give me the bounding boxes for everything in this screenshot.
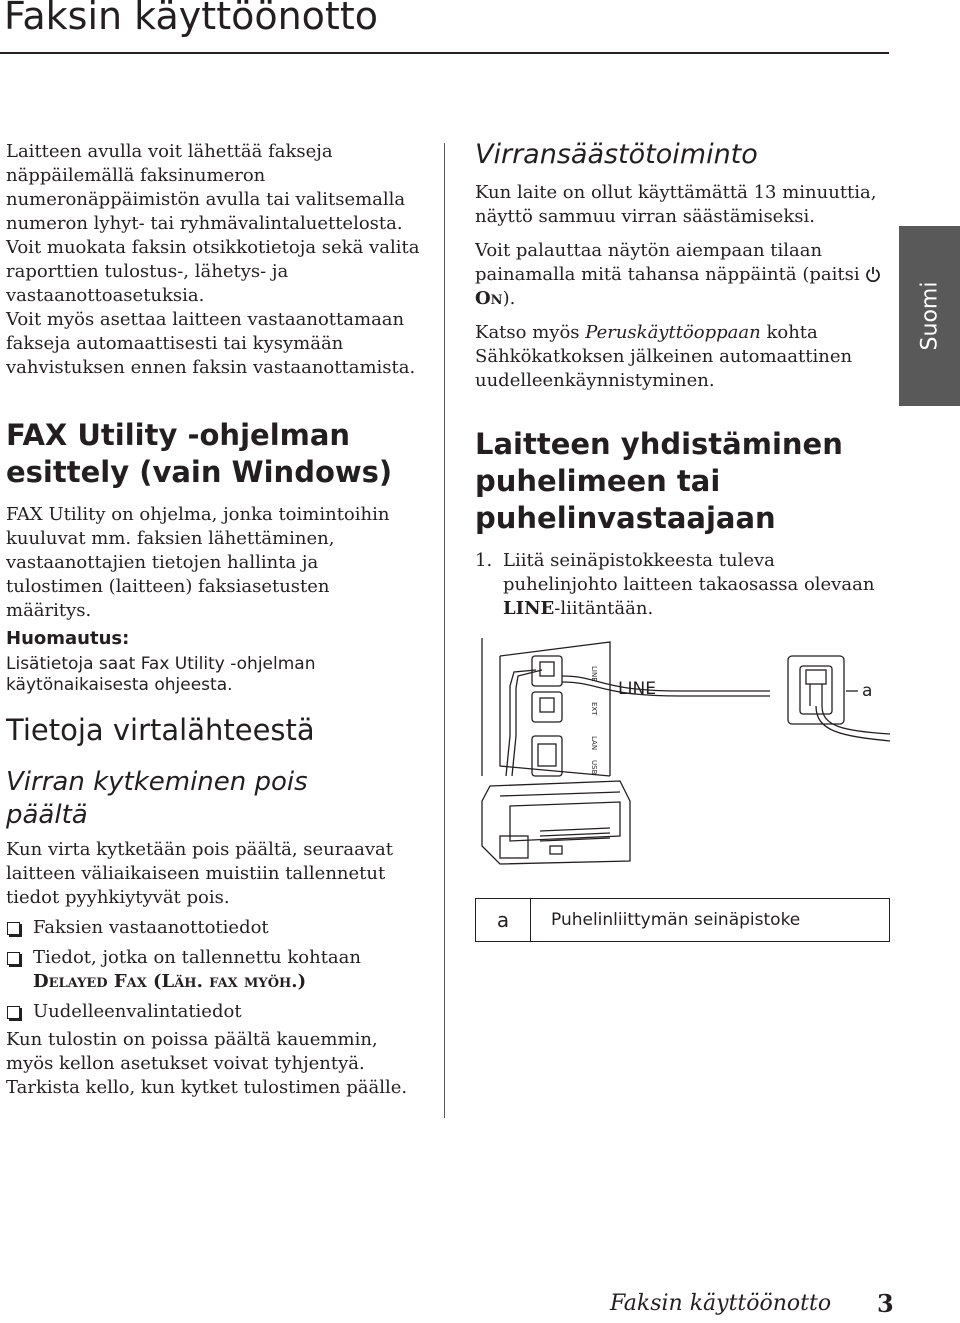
step-text-tail: -liitäntään. <box>554 598 654 619</box>
checkbox-bullet-icon <box>7 922 20 935</box>
list-item <box>6 1000 421 1024</box>
list-item-label: Faksien vastaanottotiedot <box>33 917 269 938</box>
power-section <box>6 712 426 748</box>
intro-paragraph-1: Laitteen avulla voit lähettää fakseja näppäilemällä faksinumeron numeronäppäimistön avulla tai valitsemalla numeron lyhyt- tai ryhmävalintaluettelosta. Voit muokata faksin otsikkotietoja sekä valita raporttien tulostus-, lähetys- ja vastaanottoasetuksia. <box>6 141 420 306</box>
power-save-section <box>475 138 895 171</box>
language-tab-label: Suomi <box>917 281 942 351</box>
list-item-label: Uudelleenvalintatiedot <box>33 1001 242 1022</box>
power-off-heading: Virran kytkeminen pois päältä <box>6 767 308 830</box>
title-rule <box>0 52 889 54</box>
port-label-line: LINE <box>590 666 598 682</box>
figure-legend <box>475 898 890 942</box>
power-save-text-1: Kun laite on ollut käyttämättä 13 minuuttia, näyttö sammuu virran säästämiseksi. <box>475 182 877 227</box>
port-label-usb: USB <box>590 760 598 775</box>
step-number: 1. <box>475 550 493 571</box>
list-item <box>475 549 875 621</box>
page-number: 3 <box>877 1289 894 1318</box>
power-save-heading: Virransäästötoiminto <box>475 139 758 170</box>
power-save-text-2 <box>475 239 885 311</box>
intro-paragraph-2: Voit myös asettaa laitteen vastaanottamaan fakseja automaattisesti tai kysymään vahvistuksen ennen faksin vastaanottamista. <box>6 309 416 378</box>
power-save-text-2-lead: Voit palauttaa näytön aiempaan tilaan painamalla mitä tahansa näppäintä (paitsi <box>475 240 860 285</box>
checkbox-bullet-icon <box>7 952 20 965</box>
power-save-text-3-lead: Katso myös <box>475 322 580 343</box>
step-list <box>475 549 875 621</box>
connect-section <box>475 426 855 537</box>
fax-utility-heading: FAX Utility -ohjelman esittely (vain Windows) <box>6 418 393 489</box>
step-text: Liitä seinäpistokkeesta tuleva puhelinjohto laitteen takaosassa olevaan <box>503 550 875 595</box>
guide-title: Peruskäyttöoppaan <box>585 322 761 343</box>
list-item-label: Tiedot, jotka on tallennettu kohtaan <box>33 947 361 968</box>
power-save-text-2-tail: ). <box>502 288 516 309</box>
power-off-text: Kun virta kytketään pois päältä, seuraavat laitteen väliaikaiseen muistiin tallennetut tiedot pyyhkiytyvät pois. <box>6 839 393 908</box>
column-divider <box>444 143 445 1118</box>
page-title: Faksin käyttöönotto <box>4 0 378 38</box>
fax-utility-text: FAX Utility on ohjelma, jonka toimintoihin kuuluvat mm. faksien lähettäminen, vastaanottajien tietojen hallinta ja tulostimen (laitteen) faksiasetusten määritys. <box>6 504 390 621</box>
power-save-text-3-tail: kohta Sähkökatkoksen jälkeinen automaattinen uudelleenkäynnistyminen. <box>475 322 853 391</box>
closing-text: Kun tulostin on poissa päältä kauemmin, myös kellon asetukset voivat tyhjentyä. Tarkista kello, kun kytket tulostimen päälle. <box>6 1029 408 1098</box>
power-off-section <box>6 766 386 832</box>
power-off-body <box>6 838 421 1100</box>
note-block <box>6 628 421 696</box>
line-port-name: LINE <box>503 598 555 619</box>
list-item <box>6 946 421 994</box>
power-save-text-3 <box>475 321 885 393</box>
footer-title: Faksin käyttöönotto <box>610 1291 832 1316</box>
legend-value: Puhelinliittymän seinäpistoke <box>551 910 801 930</box>
port-label-ext: EXT <box>590 702 598 716</box>
fax-utility-body <box>6 503 416 623</box>
note-heading: Huomautus: <box>6 628 130 649</box>
fax-utility-section <box>6 417 406 491</box>
callout-a: a <box>862 681 873 701</box>
checkbox-bullet-icon <box>7 1006 20 1019</box>
language-tab <box>899 226 960 406</box>
line-label: LINE <box>618 679 656 699</box>
power-heading: Tietoja virtalähteestä <box>6 713 315 747</box>
connection-illustration <box>470 636 890 876</box>
on-button-label: On <box>475 288 503 309</box>
legend-key: a <box>476 899 531 941</box>
note-text: Lisätietoja saat Fax Utility -ohjelman käytönaikaisesta ohjeesta. <box>6 654 316 695</box>
list-item <box>6 916 421 940</box>
left-column <box>6 140 426 380</box>
menu-setting-name: Delayed Fax (Läh. fax myöh.) <box>33 971 307 992</box>
power-icon <box>865 266 881 282</box>
port-label-lan: LAN <box>590 736 598 751</box>
connect-heading: Laitteen yhdistäminen puhelimeen tai puhelinvastaajaan <box>475 427 843 535</box>
power-save-body <box>475 181 885 393</box>
